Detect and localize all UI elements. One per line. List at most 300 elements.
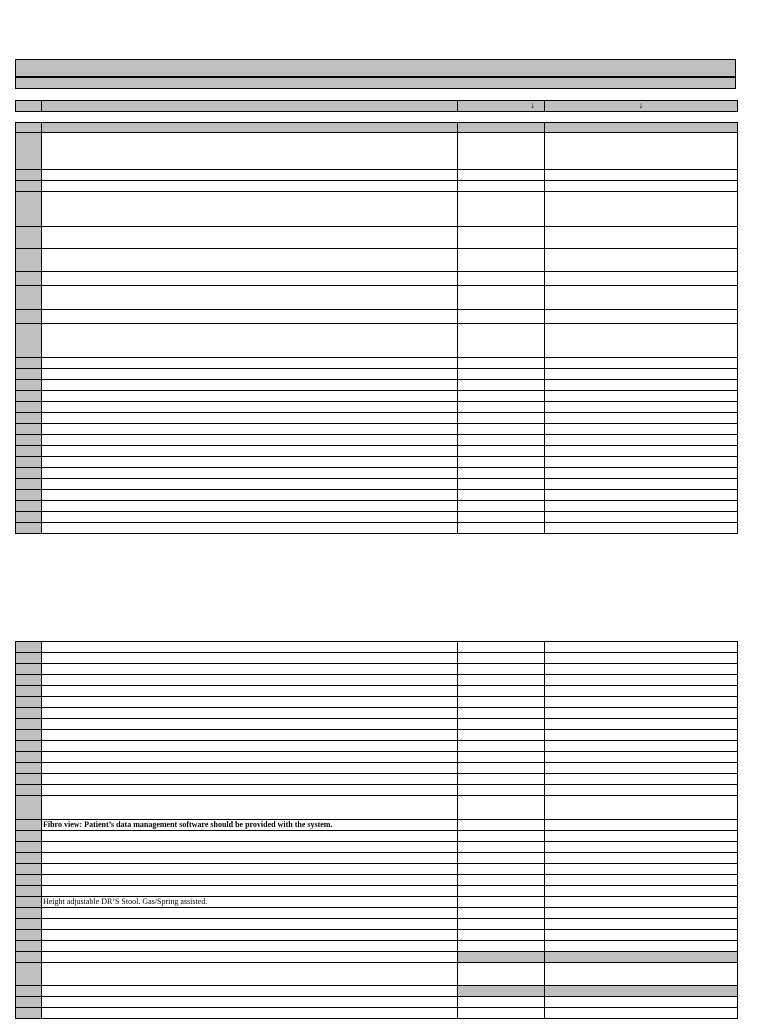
row-number-cell [16, 133, 42, 170]
description-cell [42, 919, 458, 930]
description-cell [42, 941, 458, 952]
header-subband [15, 77, 736, 89]
remarks-cell [545, 897, 738, 908]
row-number-cell [16, 653, 42, 664]
description-cell [42, 369, 458, 380]
remarks-cell [545, 708, 738, 719]
remarks-cell [545, 523, 738, 534]
remarks-cell [545, 435, 738, 446]
table-row [16, 741, 738, 752]
row-number-cell [16, 886, 42, 897]
table-row [16, 181, 738, 192]
compliance-cell [458, 133, 545, 170]
remarks-cell [545, 512, 738, 523]
compliance-cell [458, 752, 545, 763]
description-cell [42, 952, 458, 963]
description-cell [42, 272, 458, 286]
remarks-cell [545, 642, 738, 653]
description-cell: Fibro view: Patient’s data management software should be provided with the system. [42, 820, 458, 831]
table-row [16, 686, 738, 697]
table-row [16, 468, 738, 479]
row-number-cell [16, 310, 42, 324]
remarks-cell [545, 123, 738, 133]
row-number-cell [16, 358, 42, 369]
table-row [16, 831, 738, 842]
remarks-cell [545, 919, 738, 930]
remarks-cell [545, 741, 738, 752]
compliance-cell [458, 249, 545, 272]
row-number-cell [16, 192, 42, 227]
row-number-cell [16, 774, 42, 785]
table-row [16, 272, 738, 286]
table-row [16, 697, 738, 708]
description-cell [42, 796, 458, 820]
compliance-cell [458, 941, 545, 952]
table-row [16, 391, 738, 402]
table-row [16, 653, 738, 664]
description-cell [42, 424, 458, 435]
remarks-cell [545, 886, 738, 897]
row-number-cell [16, 249, 42, 272]
row-number-cell [16, 785, 42, 796]
remarks-cell [545, 457, 738, 468]
description-cell [42, 512, 458, 523]
row-number-cell [16, 752, 42, 763]
remarks-cell [545, 820, 738, 831]
row-number-cell [16, 986, 42, 997]
remarks-cell [545, 952, 738, 963]
remarks-cell [545, 785, 738, 796]
compliance-cell [458, 686, 545, 697]
description-cell [42, 123, 458, 133]
row-number-cell [16, 864, 42, 875]
remarks-cell [545, 774, 738, 785]
row-number-cell [16, 675, 42, 686]
row-number-cell [16, 730, 42, 741]
row-number-cell [16, 642, 42, 653]
description-cell [42, 501, 458, 512]
compliance-cell [458, 523, 545, 534]
compliance-cell [458, 820, 545, 831]
remarks-cell [545, 664, 738, 675]
compliance-cell [458, 457, 545, 468]
table-row [16, 413, 738, 424]
description-cell [42, 864, 458, 875]
remarks-cell [545, 719, 738, 730]
compliance-cell [458, 424, 545, 435]
row-number-cell [16, 286, 42, 310]
compliance-cell [458, 446, 545, 457]
description-cell [42, 708, 458, 719]
description-cell [42, 181, 458, 192]
remarks-cell [545, 941, 738, 952]
table-row [16, 842, 738, 853]
compliance-cell [458, 435, 545, 446]
compliance-cell [458, 796, 545, 820]
row-number-cell [16, 697, 42, 708]
arrow-down-icon: ↓ [530, 100, 535, 110]
remarks-cell [545, 675, 738, 686]
row-number-cell [16, 457, 42, 468]
table-row [16, 523, 738, 534]
compliance-cell [458, 501, 545, 512]
table-row [16, 886, 738, 897]
remarks-cell [545, 181, 738, 192]
remarks-cell [545, 752, 738, 763]
remarks-cell [545, 997, 738, 1008]
table-row [16, 875, 738, 886]
column-header-remarks [545, 101, 738, 112]
table-row [16, 675, 738, 686]
remarks-cell [545, 227, 738, 249]
remarks-cell [545, 730, 738, 741]
description-cell [42, 842, 458, 853]
row-number-cell [16, 512, 42, 523]
compliance-cell [458, 919, 545, 930]
row-number-cell [16, 424, 42, 435]
compliance-cell [458, 708, 545, 719]
remarks-cell [545, 853, 738, 864]
row-number-cell [16, 930, 42, 941]
arrow-down-icon: ↓ [638, 100, 644, 110]
compliance-cell [458, 853, 545, 864]
compliance-cell [458, 719, 545, 730]
compliance-cell [458, 774, 545, 785]
compliance-cell [458, 192, 545, 227]
description-cell [42, 752, 458, 763]
compliance-cell [458, 272, 545, 286]
table-row [16, 227, 738, 249]
description-cell [42, 391, 458, 402]
specification-table-1 [15, 122, 738, 534]
description-cell [42, 908, 458, 919]
remarks-cell [545, 686, 738, 697]
compliance-cell [458, 227, 545, 249]
description-cell [42, 324, 458, 358]
compliance-cell [458, 930, 545, 941]
row-number-cell [16, 479, 42, 490]
compliance-cell [458, 886, 545, 897]
table-row [16, 133, 738, 170]
row-number-cell [16, 324, 42, 358]
compliance-cell [458, 785, 545, 796]
description-cell [42, 286, 458, 310]
compliance-cell [458, 642, 545, 653]
description-cell [42, 402, 458, 413]
table-row [16, 358, 738, 369]
compliance-cell [458, 123, 545, 133]
description-cell [42, 763, 458, 774]
table-row [16, 435, 738, 446]
row-number-cell [16, 842, 42, 853]
compliance-cell [458, 675, 545, 686]
compliance-cell [458, 380, 545, 391]
description-cell [42, 697, 458, 708]
compliance-cell [458, 653, 545, 664]
description-cell [42, 192, 458, 227]
table-row [16, 853, 738, 864]
description-cell [42, 853, 458, 864]
description-cell [42, 1008, 458, 1019]
compliance-cell [458, 490, 545, 501]
description-cell [42, 642, 458, 653]
remarks-cell [545, 490, 738, 501]
description-cell [42, 523, 458, 534]
compliance-cell [458, 170, 545, 181]
compliance-cell [458, 842, 545, 853]
remarks-cell [545, 875, 738, 886]
remarks-cell [545, 930, 738, 941]
row-number-cell [16, 686, 42, 697]
compliance-cell [458, 181, 545, 192]
row-number-cell [16, 170, 42, 181]
row-number-cell [16, 123, 42, 133]
description-cell [42, 468, 458, 479]
table-row [16, 719, 738, 730]
table-row [16, 192, 738, 227]
row-number-cell [16, 941, 42, 952]
remarks-cell [545, 413, 738, 424]
table-row [16, 446, 738, 457]
description-cell [42, 741, 458, 752]
table-row [16, 310, 738, 324]
description-cell [42, 653, 458, 664]
compliance-cell [458, 875, 545, 886]
row-number-cell [16, 1008, 42, 1019]
row-number-cell [16, 875, 42, 886]
description-cell [42, 446, 458, 457]
row-number-cell [16, 501, 42, 512]
remarks-cell [545, 963, 738, 986]
row-number-cell [16, 796, 42, 820]
table-row [16, 986, 738, 997]
description-cell [42, 479, 458, 490]
table-row [16, 369, 738, 380]
row-number-cell [16, 664, 42, 675]
description-cell [42, 785, 458, 796]
table-row [16, 820, 738, 831]
row-number-cell [16, 853, 42, 864]
row-number-cell [16, 435, 42, 446]
compliance-cell [458, 413, 545, 424]
compliance-cell [458, 963, 545, 986]
remarks-cell [545, 864, 738, 875]
compliance-cell [458, 402, 545, 413]
description-cell [42, 875, 458, 886]
description-cell [42, 358, 458, 369]
table-row [16, 642, 738, 653]
table-row [16, 908, 738, 919]
row-number-cell [16, 820, 42, 831]
row-number-cell [16, 181, 42, 192]
table-row [16, 952, 738, 963]
table-row [16, 249, 738, 272]
compliance-cell [458, 479, 545, 490]
table-row [16, 763, 738, 774]
table-row [16, 796, 738, 820]
remarks-cell [545, 192, 738, 227]
description-cell [42, 886, 458, 897]
table-row [16, 785, 738, 796]
remarks-cell [545, 424, 738, 435]
compliance-cell [458, 512, 545, 523]
row-number-cell [16, 523, 42, 534]
remarks-cell [545, 380, 738, 391]
row-number-cell [16, 490, 42, 501]
compliance-cell [458, 391, 545, 402]
remarks-cell [545, 468, 738, 479]
remarks-cell [545, 446, 738, 457]
description-cell: Height adjustable DR’S Stool. Gas/Spring assisted. [42, 897, 458, 908]
table-row [16, 963, 738, 986]
remarks-cell [545, 369, 738, 380]
remarks-cell [545, 796, 738, 820]
specification-table-2 [15, 641, 738, 1019]
table-row [16, 919, 738, 930]
table-row [16, 512, 738, 523]
table-row [16, 380, 738, 391]
compliance-cell [458, 897, 545, 908]
compliance-cell [458, 310, 545, 324]
compliance-cell [458, 286, 545, 310]
compliance-cell [458, 358, 545, 369]
table-row [16, 730, 738, 741]
table-row [16, 708, 738, 719]
table-row [16, 864, 738, 875]
compliance-cell [458, 763, 545, 774]
row-number-cell [16, 369, 42, 380]
remarks-cell [545, 170, 738, 181]
remarks-cell [545, 908, 738, 919]
row-number-cell [16, 952, 42, 963]
table-row [16, 286, 738, 310]
table-row [16, 501, 738, 512]
compliance-cell [458, 986, 545, 997]
row-number-cell [16, 908, 42, 919]
compliance-cell [458, 952, 545, 963]
row-number-cell [16, 413, 42, 424]
description-cell [42, 133, 458, 170]
description-cell [42, 310, 458, 324]
remarks-cell [545, 286, 738, 310]
row-number-cell [16, 272, 42, 286]
remarks-cell [545, 324, 738, 358]
table-row [16, 424, 738, 435]
description-cell [42, 997, 458, 1008]
row-number-cell [16, 763, 42, 774]
description-cell [42, 457, 458, 468]
description-cell [42, 930, 458, 941]
compliance-cell [458, 1008, 545, 1019]
remarks-cell [545, 402, 738, 413]
row-number-cell [16, 997, 42, 1008]
table-row [16, 897, 738, 908]
row-number-cell [16, 741, 42, 752]
description-cell [42, 413, 458, 424]
description-cell [42, 963, 458, 986]
remarks-cell [545, 358, 738, 369]
description-cell [42, 380, 458, 391]
table-row [16, 402, 738, 413]
row-number-cell [16, 897, 42, 908]
table-row [16, 123, 738, 133]
description-cell [42, 730, 458, 741]
remarks-cell [545, 763, 738, 774]
column-header-compliance [458, 101, 545, 112]
remarks-cell [545, 653, 738, 664]
column-header-description [42, 101, 458, 112]
description-cell [42, 664, 458, 675]
table-row [16, 752, 738, 763]
description-cell [42, 719, 458, 730]
description-cell [42, 774, 458, 785]
description-cell [42, 227, 458, 249]
row-number-cell [16, 391, 42, 402]
remarks-cell [545, 501, 738, 512]
description-cell [42, 490, 458, 501]
table-row [16, 170, 738, 181]
remarks-cell [545, 842, 738, 853]
remarks-cell [545, 697, 738, 708]
row-number-cell [16, 919, 42, 930]
table-row [16, 1008, 738, 1019]
table-row [16, 490, 738, 501]
remarks-cell [545, 272, 738, 286]
compliance-cell [458, 369, 545, 380]
column-header-num [16, 101, 42, 112]
remarks-cell [545, 831, 738, 842]
table-row [16, 324, 738, 358]
row-number-cell [16, 402, 42, 413]
row-number-cell [16, 227, 42, 249]
description-cell [42, 831, 458, 842]
description-cell [42, 675, 458, 686]
column-header-table [15, 100, 738, 112]
row-number-cell [16, 963, 42, 986]
header-band [15, 59, 736, 77]
table-row [16, 941, 738, 952]
table-row [16, 930, 738, 941]
row-number-cell [16, 831, 42, 842]
row-number-cell [16, 380, 42, 391]
table-row [16, 479, 738, 490]
compliance-cell [458, 324, 545, 358]
table-row [16, 774, 738, 785]
row-number-cell [16, 719, 42, 730]
compliance-cell [458, 697, 545, 708]
compliance-cell [458, 831, 545, 842]
remarks-cell [545, 310, 738, 324]
description-cell [42, 170, 458, 181]
compliance-cell [458, 664, 545, 675]
row-number-cell [16, 468, 42, 479]
remarks-cell [545, 391, 738, 402]
table-row [16, 664, 738, 675]
description-cell [42, 435, 458, 446]
description-cell [42, 249, 458, 272]
compliance-cell [458, 908, 545, 919]
row-number-cell [16, 708, 42, 719]
compliance-cell [458, 864, 545, 875]
compliance-cell [458, 741, 545, 752]
compliance-cell [458, 730, 545, 741]
compliance-cell [458, 468, 545, 479]
remarks-cell [545, 133, 738, 170]
row-number-cell [16, 446, 42, 457]
table-row [16, 457, 738, 468]
remarks-cell [545, 1008, 738, 1019]
description-cell [42, 986, 458, 997]
